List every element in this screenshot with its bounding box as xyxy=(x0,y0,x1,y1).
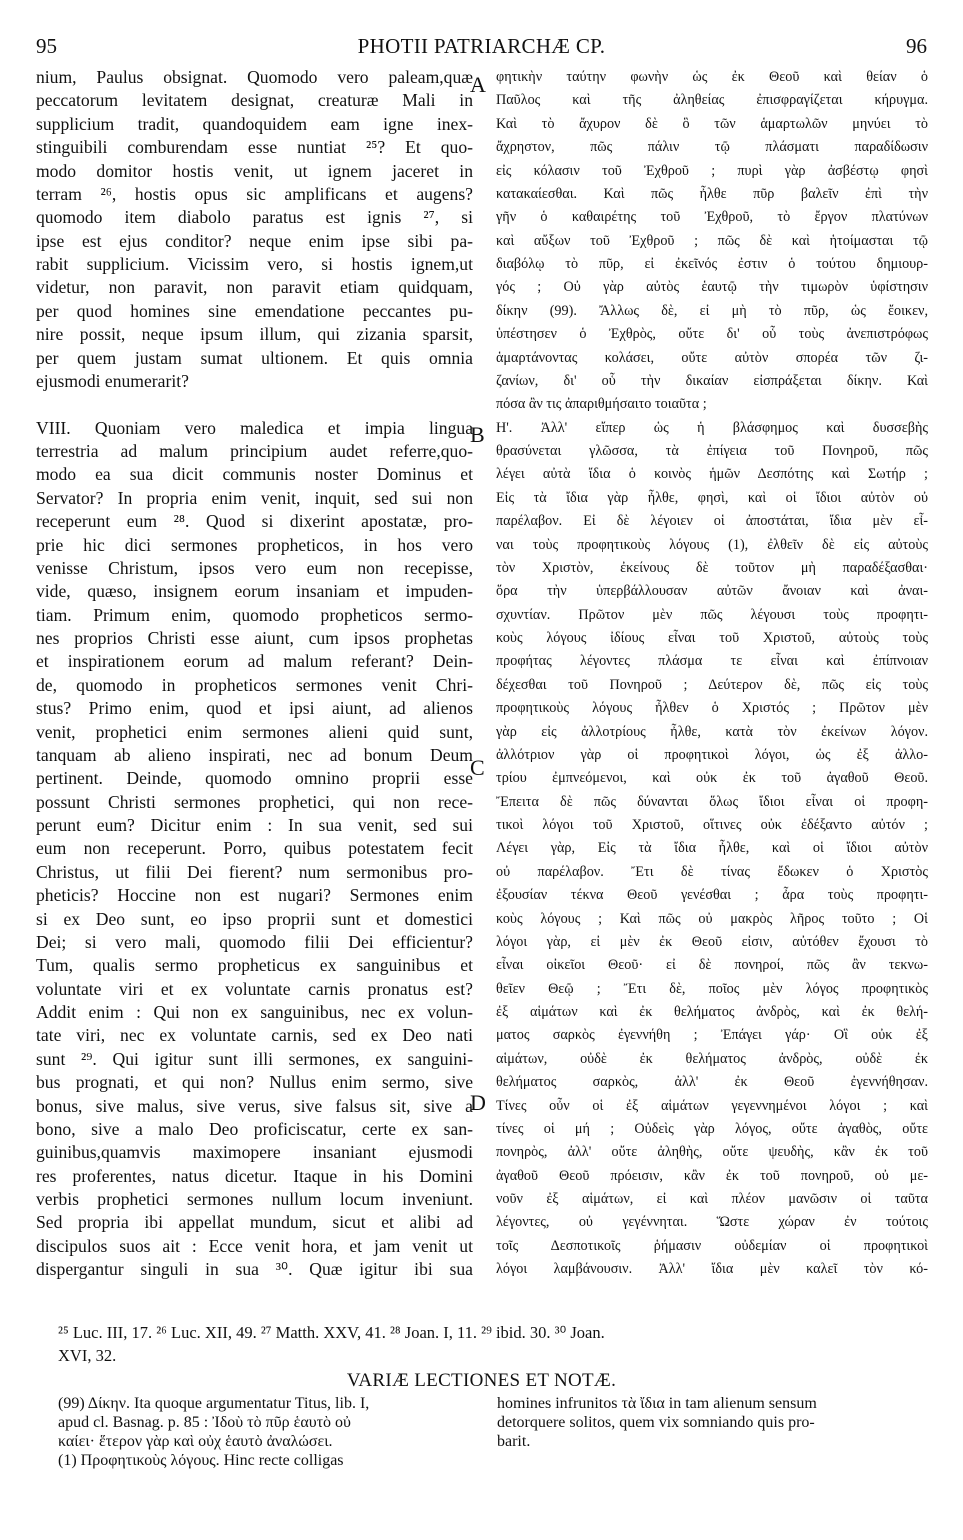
greek-text-line: λόγοι γὰρ, εἰ μὲν ἐκ Θεοῦ εἰσιν, αὐτόθεν ἔχουσι τὸ xyxy=(496,933,928,950)
latin-text-line: guinibus,quamvis maximopere insaniant ejusmodi xyxy=(36,1142,473,1163)
latin-text-line: tanquam ab alieno inspirati, nec ad bonum Deum xyxy=(36,744,473,765)
latin-text-line: supplicium tradit, quandoquidem eam igne inex- xyxy=(36,113,473,134)
margin-letter-b: B xyxy=(470,422,485,447)
latin-text-line: nire possit, neque ipsum illum, qui zizania sparsit, xyxy=(36,324,473,345)
running-header xyxy=(36,34,927,60)
latin-text-line: rabit supplicium. Vicissim vero, si hostis ignem,ut xyxy=(36,254,473,274)
latin-text-line: res proferentes, natus dicetur. Itaque in his Domini xyxy=(36,1165,473,1186)
latin-text-line: ipse est ejus conditor? neque enim ipse sibi pa- xyxy=(36,230,473,251)
latin-text-line: voluntate viri et ex voluntate carnis pronatus est? xyxy=(36,978,473,999)
latin-text-line: Dei; si vero mali, quomodo filii Dei efficientur? xyxy=(36,931,473,952)
note-line: homines infrunitos τὰ ἴδια in tam alienum sensum xyxy=(497,1395,817,1412)
latin-text-line: de, quomodo in propheticos sermones venit Chri- xyxy=(36,674,473,695)
latin-text-line: bono, sive a malo Deo proficiscatur, certe ex san- xyxy=(36,1118,473,1139)
latin-text-line: pertinent. Deinde, quomodo omnino proprii esse xyxy=(36,768,473,789)
latin-text-line: per quod homines sine emendatione peccantes pu- xyxy=(36,300,473,321)
greek-text-line: Τίνες οὖν οἱ ἐξ αἱμάτων γεγεννημένοι λόγοι ; καὶ xyxy=(496,1097,928,1114)
greek-text-line: Η'. Ἀλλ' εἴπερ ὡς ἡ βλάσφημος καὶ δυσσεβὴς xyxy=(496,419,928,436)
latin-text-line: VIII. Quoniam vero maledica et impia lingua xyxy=(36,417,473,438)
greek-text-line: προφητικοὺς λόγους ἦλθεν ὁ Χριστός ; Πρῶτον μὲν xyxy=(496,700,928,717)
latin-text-line: discipulos suos ait : Ecce venit hora, et jam venit ut xyxy=(36,1235,473,1256)
greek-text-line: τοῖς Δεσποτικοῖς ῥήμασιν οὐδεμίαν οἱ προφητικοὶ xyxy=(496,1237,928,1254)
note-line: (1) Προφητικοὺς λόγους. Hinc recte colligas xyxy=(58,1452,344,1469)
greek-text-line: Λέγει γὰρ, Εἰς τὰ ἴδια ἦλθε, καὶ οἱ ἴδιοι αὐτὸν xyxy=(496,840,928,857)
notes-left-column xyxy=(58,1394,473,1470)
greek-text-line: πονηρὸς, ἀλλ' οὔτε ἀληθὴς, οὔτε ψευδὴς, κἂν ἐκ τοῦ xyxy=(496,1144,928,1161)
greek-text-line: τὸν Χριστὸν, ἐκείνους δὲ τοῦτον μὴ παραδέξασθαι· xyxy=(496,559,928,576)
greek-text-line: κοὺς λόγους ἰδίους εἶναι τοῦ Χριστοῦ, αὐτοὺς τοὺς xyxy=(496,630,928,646)
note-line: καίει· ἕτερον γὰρ καὶ οὐχ ἑαυτὸ ἀναλώσει. xyxy=(58,1433,333,1450)
latin-text-line: Sed propria ibi appellat mundum, sicut et alibi ad xyxy=(36,1212,473,1233)
greek-text-line: ἀγαθοῦ Θεοῦ πρόεισιν, κἂν ἐκ τοῦ πονηροῦ, οὐ με- xyxy=(496,1167,928,1184)
latin-text-line: pheticis? Hoccine non est nugari? Sermones enim xyxy=(36,885,473,906)
greek-text-line: διαβόλῳ τὸ πῦρ, εἰ ἐκεῖνός ἐστιν ὁ τούτου δημιουρ- xyxy=(496,256,928,272)
note-line: barit. xyxy=(497,1433,531,1450)
latin-text-line: terrestria ad malum principium audet referre,quo- xyxy=(36,441,473,461)
greek-text-line: λόγοι λαμβάνουσιν. Ἀλλ' ἴδια μὲν καλεῖ τὸν κό- xyxy=(496,1261,928,1278)
greek-text-line: καὶ αὔξων τοῦ Ἐχθροῦ ; πῶς δὲ καὶ ἡτοίμασται τῷ xyxy=(496,232,928,249)
greek-text-line: προφήτας λέγοντες πλάσμα τε εἶναι καὶ ἐπίπνοιαν xyxy=(496,653,928,670)
latin-text-line: sunt ²⁹. Qui igitur sunt illi sermones, ex sanguini- xyxy=(36,1048,473,1069)
margin-letter-c: C xyxy=(470,755,485,780)
greek-text-line: ὅρα τὴν ὑπερβάλλουσαν αὐτῶν ἄνοιαν καὶ ἀναι- xyxy=(496,583,928,600)
greek-text-line: εἰς κόλασιν τοῦ Ἐχθροῦ ; πυρὶ γὰρ ἀσβέστῳ φησὶ xyxy=(496,162,928,179)
latin-text-line: tate viri, nec ex voluntate carnis, sed ex Deo nati xyxy=(36,1025,473,1046)
greek-text-line: δίκην (99). Ἄλλως δὲ, εἰ μὴ τὸ πῦρ, ὡς ἔοικεν, xyxy=(496,302,928,319)
latin-text-line: Tum, qualis sermo propheticus ex sanguinibus et xyxy=(36,955,473,976)
greek-text-line: ἄχρηστον, πῶς πάλιν τῷ πλάσματι παραδίδωσιν xyxy=(496,139,928,156)
notes-right-column xyxy=(497,1394,927,1451)
greek-text-line: κοὺς λόγους ; Καὶ πῶς οὐ μακρὸς λῆρος τοῦτο ; Οἱ xyxy=(496,910,928,927)
latin-text-line: modo ea sua dicit communis noster Dominus et xyxy=(36,464,473,485)
latin-text-line: eum non receperunt. Porro, quibus potestatem fecit xyxy=(36,838,473,859)
greek-text-line: φητικὴν ταύτην φωνὴν ὡς ἐκ Θεοῦ καὶ θείαν ὁ xyxy=(496,69,928,85)
latin-text-line: bus prognati, et qui non? Nullus enim sermo, sive xyxy=(36,1072,473,1093)
margin-letter-a: A xyxy=(470,72,486,97)
greek-text-line: κατακαίεσθαι. Καὶ πῶς ἦλθε πῦρ βαλεῖν ἐπὶ τὴν xyxy=(496,185,928,202)
greek-text-line: λέγοντες, οὐ γεγέννηται. Ὥστε χώραν ἐν τούτοις xyxy=(496,1214,928,1231)
greek-text-line: γὰρ εἰς ἀλλοτρίους ἦλθε, κατὰ τὸν ἐκείνων λόγον. xyxy=(496,723,928,740)
latin-text-line: prie hic dici sermones propheticos, in hos vero xyxy=(36,534,473,555)
latin-text-line: terram ²⁶, hostis opus sic amplificans et augens? xyxy=(36,183,473,204)
latin-text-line: venit, prophetici enim sermones alieni quid sunt, xyxy=(36,721,473,742)
latin-text-line: nes proprios Christi esse aiunt, cum ipsos prophetas xyxy=(36,628,473,648)
greek-text-line: τρίου ἐμπνεόμενοι, καὶ οὐκ ἐκ τοῦ ἀγαθοῦ Θεοῦ. xyxy=(496,770,928,787)
greek-text-line: οὐ παρέλαβον. Ἔτι δὲ τίνας ἔδωκεν ὁ Χριστὸς xyxy=(496,863,928,880)
latin-text-line: nium, Paulus obsignat. Quomodo vero paleam,quæ xyxy=(36,67,473,87)
latin-text-line: ejusmodi enumerarit? xyxy=(36,370,189,391)
footnote-line-2: XVI, 32. xyxy=(58,1346,117,1365)
greek-text-line: ἐξουσίαν τέκνα Θεοῦ γενέσθαι ; ἆρα τοὺς προφητι- xyxy=(496,887,928,904)
latin-column xyxy=(36,66,473,1282)
latin-text-line: per quem justam sumat ultionem. Et quis omnia xyxy=(36,347,473,368)
latin-text-line: si ex Deo sunt, eo ipso proprii sunt et domestici xyxy=(36,908,473,929)
greek-text-line: γός ; Οὐ γὰρ αὐτὸς ἑαυτῷ τὴν τιμωρὸν ὑφίστησιν xyxy=(496,279,928,296)
latin-text-line: verbis prophetici sermones nullum locum inveniunt. xyxy=(36,1189,473,1209)
greek-text-line: Ἔπειτα δὲ πῶς δύνανται ὅλως ἴδιοι εἶναι οἱ προφη- xyxy=(496,793,928,810)
variae-lectiones-title: VARIÆ LECTIONES ET NOTÆ. xyxy=(346,1370,617,1391)
latin-text-line: quomodo item diabolo paratus est ignis ²⁷, si xyxy=(36,207,473,228)
latin-text-line: Christus, ut filii Dei fierent? num sermonibus pro- xyxy=(36,861,473,882)
greek-text-line: σχυντίαν. Πρῶτον μὲν πῶς λέγουσι τοὺς προφητι- xyxy=(496,606,928,623)
greek-column xyxy=(496,66,928,1282)
greek-text-line: παρέλαβον. Εἰ δὲ λέγοιεν οἱ ἀποστάται, ἴδια μὲν εἶ- xyxy=(496,513,928,530)
latin-text-line: et inspirationem eorum ad malum referant? Dein- xyxy=(36,651,473,672)
greek-text-line: πόσα ἂν τις ἀπαριθμήσαιτο τοιαῦτα ; xyxy=(496,396,707,413)
note-line: (99) Δίκην. Ita quoque argumentatur Titus, lib. I, xyxy=(58,1395,370,1412)
page-number-left: 95 xyxy=(36,34,57,58)
greek-text-line: αἱμάτων, οὐδὲ ἐκ θελήματος ἀνδρὸς, οὐδὲ ἐκ xyxy=(496,1050,928,1067)
greek-text-line: Παῦλος καὶ τῆς ἀληθείας ἐπισφραγίζεται κήρυγμα. xyxy=(496,92,928,109)
greek-text-line: ἐξ αἱμάτων καὶ ἐκ θελήματος ἀνδρὸς, καὶ ἐκ θελή- xyxy=(496,1004,928,1020)
greek-text-line: εἶναι οἰκεῖοι Θεοῦ· εἰ δὲ πονηροί, πῶς ἂν τεκνω- xyxy=(496,957,928,974)
latin-text-line: bonus, sive malus, sive verus, sive falsus sit, sive a xyxy=(36,1095,473,1116)
latin-text-line: Addit enim : Qui non ex sanguinibus, nec ex volun- xyxy=(36,1002,473,1022)
latin-text-line: modo domitor hostis venit, ut ignem jaceret in xyxy=(36,160,473,181)
latin-text-line: dispergantur singuli in sua ³⁰. Quæ igitur ibi sua xyxy=(36,1259,473,1280)
latin-text-line: receperunt eum ²⁸. Quod si dixerint apostatæ, pro- xyxy=(36,511,473,532)
greek-text-line: Καὶ τὸ ἄχυρον δὲ ὃ τῶν ἁμαρτωλῶν μηνύει τὸ xyxy=(496,115,928,132)
latin-text-line: tiam. Primum enim, quomodo propheticos sermo- xyxy=(36,604,473,625)
greek-text-line: Εἰς τὰ ἴδια γὰρ ἦλθε, φησὶ, καὶ οἱ ἴδιοι αὐτὸν οὐ xyxy=(496,489,928,506)
latin-text-line: Servator? In propria enim venit, inquit, sed sui non xyxy=(36,487,473,508)
margin-letter-d: D xyxy=(470,1090,486,1115)
latin-text-line: stus? Primo enim, quod et ipsi aiunt, ad alienos xyxy=(36,698,473,719)
greek-text-line: ναι τοὺς προφητικοὺς λόγους (1), ἐλθεῖν δὲ εἰς αὐτοὺς xyxy=(496,536,928,553)
latin-text-line: stinguibili comburendam esse nuntiat ²⁵? Et quo- xyxy=(36,137,473,158)
latin-text-line: venisse Christum, ipsos vero eum non recepisse, xyxy=(36,557,473,578)
greek-text-line: ματος σαρκὸς ἐγεννήθη ; Ἐπάγει γάρ· Οἳ οὐκ ἐξ xyxy=(496,1027,928,1044)
latin-text-line: videtur, non paravit, non paravit etiam quidquam, xyxy=(36,277,473,298)
latin-text-line: vide, quæso, insignem eorum insaniam et impuden- xyxy=(36,581,473,602)
note-line: apud cl. Basnag. p. 85 : Ἰδοὺ τὸ πῦρ ἑαυτὸ οὐ xyxy=(58,1414,351,1431)
greek-text-line: τικοὶ λόγοι τοῦ Χριστοῦ, οἵτινες οὐκ ἐδέξαντο αὐτόν ; xyxy=(496,817,928,833)
note-line: detorquere solitos, quem vix somniando quis pro- xyxy=(497,1414,815,1431)
greek-text-line: ἁμαρτάνοντας κολάσει, οὔτε αὐτὸν σπορέα τῶν ζι- xyxy=(496,349,928,366)
latin-text-line-spacer xyxy=(36,393,473,416)
greek-text-line: ζανίων, δι' οὗ τὴν δικαίαν εἰσπράξεται δίκην. Καὶ xyxy=(496,372,928,389)
greek-text-line: ἀλλότριον γὰρ οἱ προφητικοὶ λόγοι, ὡς ἐξ ἀλλο- xyxy=(496,746,928,763)
greek-text-line: θεῖεν Θεῷ ; Ἔτι δὲ, ποῖος μὲν λόγος προφητικὸς xyxy=(496,980,928,997)
greek-text-line: θελήματος σαρκὸς, ἀλλ' ἐκ Θεοῦ ἐγεννήθησαν. xyxy=(496,1074,928,1091)
greek-text-line: λέγει αὐτὰ ἴδια ὁ κοινὸς ἡμῶν Δεσπότης καὶ Σωτήρ ; xyxy=(496,466,928,483)
latin-text-line: perunt eum? Dicitur enim : In sua venit, sed sui xyxy=(36,815,473,835)
greek-text-line: θρασύνεται γλῶσσα, τὰ ἐπίγεια τοῦ Πονηροῦ, πῶς xyxy=(496,443,928,459)
latin-text-line: possunt Christi sermones prophetici, qui non rece- xyxy=(36,791,473,812)
running-title: PHOTII PATRIARCHÆ CP. xyxy=(357,34,606,58)
footnote-line-1: ²⁵ Luc. III, 17. ²⁶ Luc. XII, 49. ²⁷ Matth. XXV, 41. ²⁸ Joan. I, 11. ²⁹ ibid. 30. ³⁰ Joan. xyxy=(58,1323,605,1342)
greek-text-line: ὑπέστησεν ὁ Ἐχθρὸς, οὔτε δι' οὗ τοὺς ἀνεπιστρόφως xyxy=(496,326,928,343)
greek-text-line: γῆν ὁ καθαιρέτης τοῦ Ἐχθροῦ, τὸ ἔργον πλατύνων xyxy=(496,209,928,226)
greek-text-line: νοῦν ἐξ αἱμάτων, εἰ καὶ πλέον μανῶσιν οἱ ταῦτα xyxy=(496,1191,928,1207)
latin-text-line: peccatorum levitatem designat, creaturæ Mali in xyxy=(36,90,473,111)
page-number-right: 96 xyxy=(906,34,927,58)
greek-text-line: δέχεσθαι τοῦ Πονηροῦ ; Δεύτερον δὲ, πῶς εἰς τοὺς xyxy=(496,676,928,693)
greek-text-line: τίνες οἱ μή ; Οὐδεὶς γὰρ λόγος, οὔτε ἀγαθὸς, οὔτε xyxy=(496,1120,928,1137)
